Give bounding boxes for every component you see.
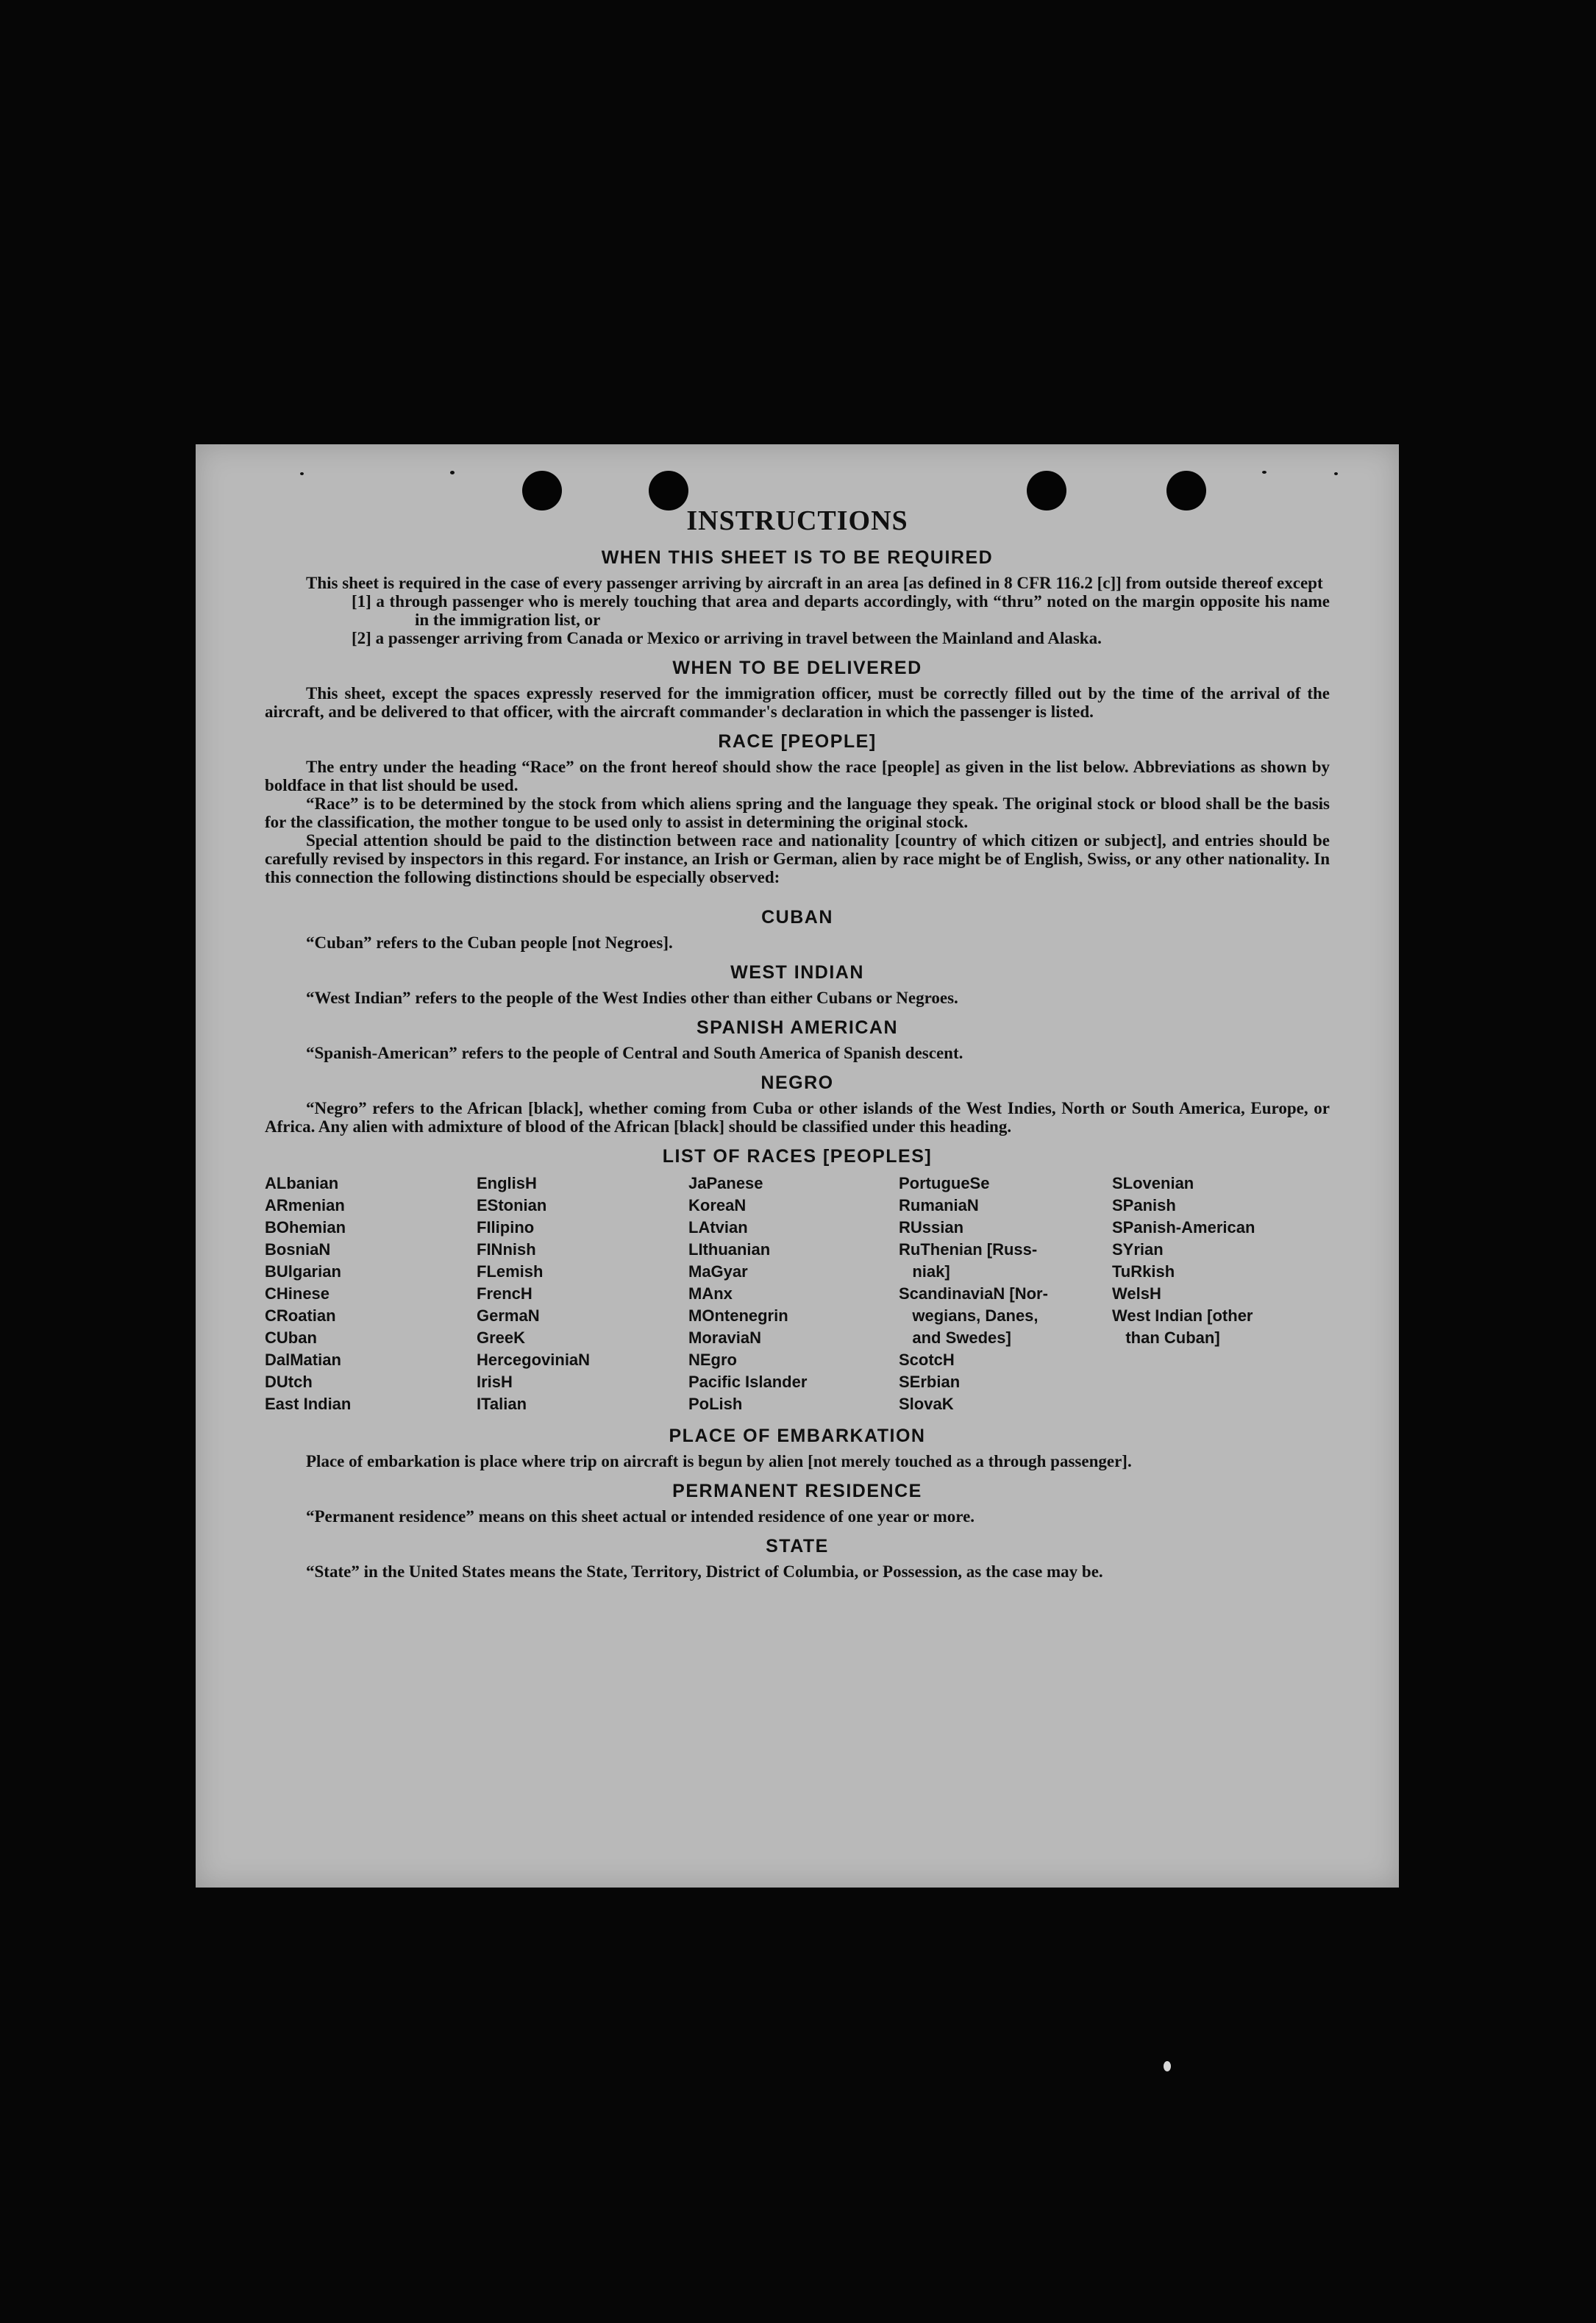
- race-entry: SLovenian: [1112, 1174, 1194, 1192]
- race-entry: FrencH: [477, 1284, 532, 1303]
- section-heading-residence: PERMANENT RESIDENCE: [672, 1481, 922, 1501]
- embarkation-text: Place of embarkation is place where trip on aircraft is begun by alien [not merely touched as a through passenger].: [306, 1452, 1132, 1470]
- race-list: [265, 1173, 1330, 1415]
- race-entry: EStonian: [477, 1196, 547, 1214]
- race-entry: BosniaN: [265, 1240, 331, 1259]
- film-speck: [1164, 2061, 1171, 2071]
- race-entry: FLemish: [477, 1262, 544, 1281]
- race-entry: ARmenian: [265, 1196, 345, 1214]
- sheet-content: [265, 505, 1330, 1581]
- state-text: “State” in the United States means the State, Territory, District of Columbia, or Possession, as the case may be.: [306, 1562, 1103, 1581]
- section-heading-race: RACE [PEOPLE]: [718, 731, 877, 752]
- race-entry: than Cuban]: [1112, 1328, 1220, 1347]
- race-entry: CUban: [265, 1328, 317, 1347]
- race-entry: West Indian [other: [1112, 1306, 1253, 1325]
- race-entry: NEgro: [688, 1351, 737, 1369]
- race-entry: PoLish: [688, 1395, 743, 1413]
- race-entry: DalMatian: [265, 1351, 341, 1369]
- spanish-american-text: “Spanish-American” refers to the people of Central and South America of Spanish descent.: [306, 1044, 963, 1062]
- race-entry: HercegoviniaN: [477, 1351, 591, 1369]
- race-entry: MaGyar: [688, 1262, 748, 1281]
- race-entry: SPanish-American: [1112, 1218, 1255, 1237]
- section-heading-negro: NEGRO: [760, 1072, 834, 1093]
- race-entry: JaPanese: [688, 1174, 763, 1192]
- residence-text: “Permanent residence” means on this sheet actual or intended residence of one year or more.: [306, 1507, 975, 1526]
- section-heading-embarkation: PLACE OF EMBARKATION: [669, 1426, 926, 1446]
- race-entry: BOhemian: [265, 1218, 346, 1237]
- race-entry: SYrian: [1112, 1240, 1164, 1259]
- west-indian-text: “West Indian” refers to the people of the West Indies other than either Cubans or Negroes.: [306, 989, 958, 1007]
- race-entry: GreeK: [477, 1328, 526, 1347]
- race-entry: ScandinaviaN [Nor-: [899, 1284, 1048, 1303]
- race-entry: SPanish: [1112, 1196, 1176, 1214]
- race-entry: WelsH: [1112, 1284, 1161, 1303]
- race-list-column-3: [688, 1173, 899, 1415]
- race-entry: MOntenegrin: [688, 1306, 788, 1325]
- ink-speck: [450, 471, 455, 474]
- race-entry: ScotcH: [899, 1351, 955, 1369]
- race-entry: MAnx: [688, 1284, 733, 1303]
- race-entry: ITalian: [477, 1395, 527, 1413]
- ink-speck: [300, 472, 304, 475]
- section-heading-state: STATE: [766, 1536, 829, 1557]
- race-list-column-5: [1112, 1173, 1330, 1415]
- required-exception-1: [1] a through passenger who is merely touching that area and departs accordingly, with “thru” noted on the margin opposite his name in the immigration list, or: [352, 592, 1330, 629]
- race-entry: ALbanian: [265, 1174, 339, 1192]
- ink-speck: [1334, 472, 1338, 475]
- race-entry: TuRkish: [1112, 1262, 1175, 1281]
- ink-speck: [1262, 471, 1267, 474]
- race-list-column-1: [265, 1173, 477, 1415]
- race-entry: niak]: [899, 1262, 950, 1281]
- race-entry: PortugueSe: [899, 1174, 990, 1192]
- race-entry: KoreaN: [688, 1196, 747, 1214]
- race-entry: RumaniaN: [899, 1196, 979, 1214]
- race-entry: CRoatian: [265, 1306, 336, 1325]
- delivered-text: This sheet, except the spaces expressly reserved for the immigration officer, must be correctly filled out by the time of the arrival of the aircraft, and be delivered to that officer, with the aircraft commander's declaration in which the passenger is listed.: [265, 684, 1330, 721]
- race-entry: CHinese: [265, 1284, 330, 1303]
- race-entry: MoraviaN: [688, 1328, 762, 1347]
- race-entry: East Indian: [265, 1395, 352, 1413]
- required-exception-2: [2] a passenger arriving from Canada or Mexico or arriving in travel between the Mainland and Alaska.: [352, 629, 1102, 647]
- race-paragraph-2: “Race” is to be determined by the stock from which aliens spring and the language they speak. The original stock or blood shall be the basis for the classification, the mother tongue to be used only to assist in determining the original stock.: [265, 794, 1330, 831]
- race-entry: IrisH: [477, 1373, 513, 1391]
- required-intro: This sheet is required in the case of every passenger arriving by aircraft in an area [as defined in 8 CFR 116.2 [c]] from outside thereof except: [306, 574, 1323, 592]
- section-heading-cuban: CUBAN: [761, 907, 833, 928]
- race-list-column-2: [477, 1173, 688, 1415]
- cuban-text: “Cuban” refers to the Cuban people [not Negroes].: [306, 933, 673, 952]
- race-entry: FINnish: [477, 1240, 536, 1259]
- race-entry: DUtch: [265, 1373, 313, 1391]
- race-entry: Pacific Islander: [688, 1373, 808, 1391]
- race-entry: EnglisH: [477, 1174, 537, 1192]
- section-heading-delivered: WHEN TO BE DELIVERED: [672, 658, 922, 678]
- race-entry: FIlipino: [477, 1218, 535, 1237]
- race-entry: LIthuanian: [688, 1240, 771, 1259]
- race-paragraph-1: The entry under the heading “Race” on the front hereof should show the race [people] as given in the list below. Abbreviations as shown by boldface in that list should be used.: [265, 758, 1330, 794]
- race-paragraph-3: Special attention should be paid to the distinction between race and nationality [country of which citizen or subject], and entries should be carefully revised by inspectors in this regard. For instance, an Irish or German, alien by race might be of English, Swiss, or any other nationality. In this connection the following distinctions should be especially observed:: [265, 831, 1330, 886]
- page-title: INSTRUCTIONS: [686, 505, 908, 536]
- section-heading-west-indian: WEST INDIAN: [730, 962, 864, 983]
- section-heading-spanish-american: SPANISH AMERICAN: [696, 1017, 898, 1038]
- race-entry: RUssian: [899, 1218, 964, 1237]
- race-entry: SErbian: [899, 1373, 961, 1391]
- race-entry: RuThenian [Russ-: [899, 1240, 1038, 1259]
- section-heading-required: WHEN THIS SHEET IS TO BE REQUIRED: [601, 547, 994, 568]
- race-list-column-4: [899, 1173, 1112, 1415]
- race-entry: SlovaK: [899, 1395, 954, 1413]
- race-entry: BUlgarian: [265, 1262, 341, 1281]
- race-entry: LAtvian: [688, 1218, 748, 1237]
- instruction-sheet: [196, 444, 1399, 1888]
- negro-text: “Negro” refers to the African [black], whether coming from Cuba or other islands of the West Indies, North or South America, Europe, or Africa. Any alien with admixture of blood of the African [black] should be classified under this heading.: [265, 1099, 1330, 1136]
- section-heading-list-of-races: LIST OF RACES [PEOPLES]: [662, 1146, 933, 1167]
- race-entry: wegians, Danes,: [899, 1306, 1039, 1325]
- race-entry: and Swedes]: [899, 1328, 1011, 1347]
- race-entry: GermaN: [477, 1306, 540, 1325]
